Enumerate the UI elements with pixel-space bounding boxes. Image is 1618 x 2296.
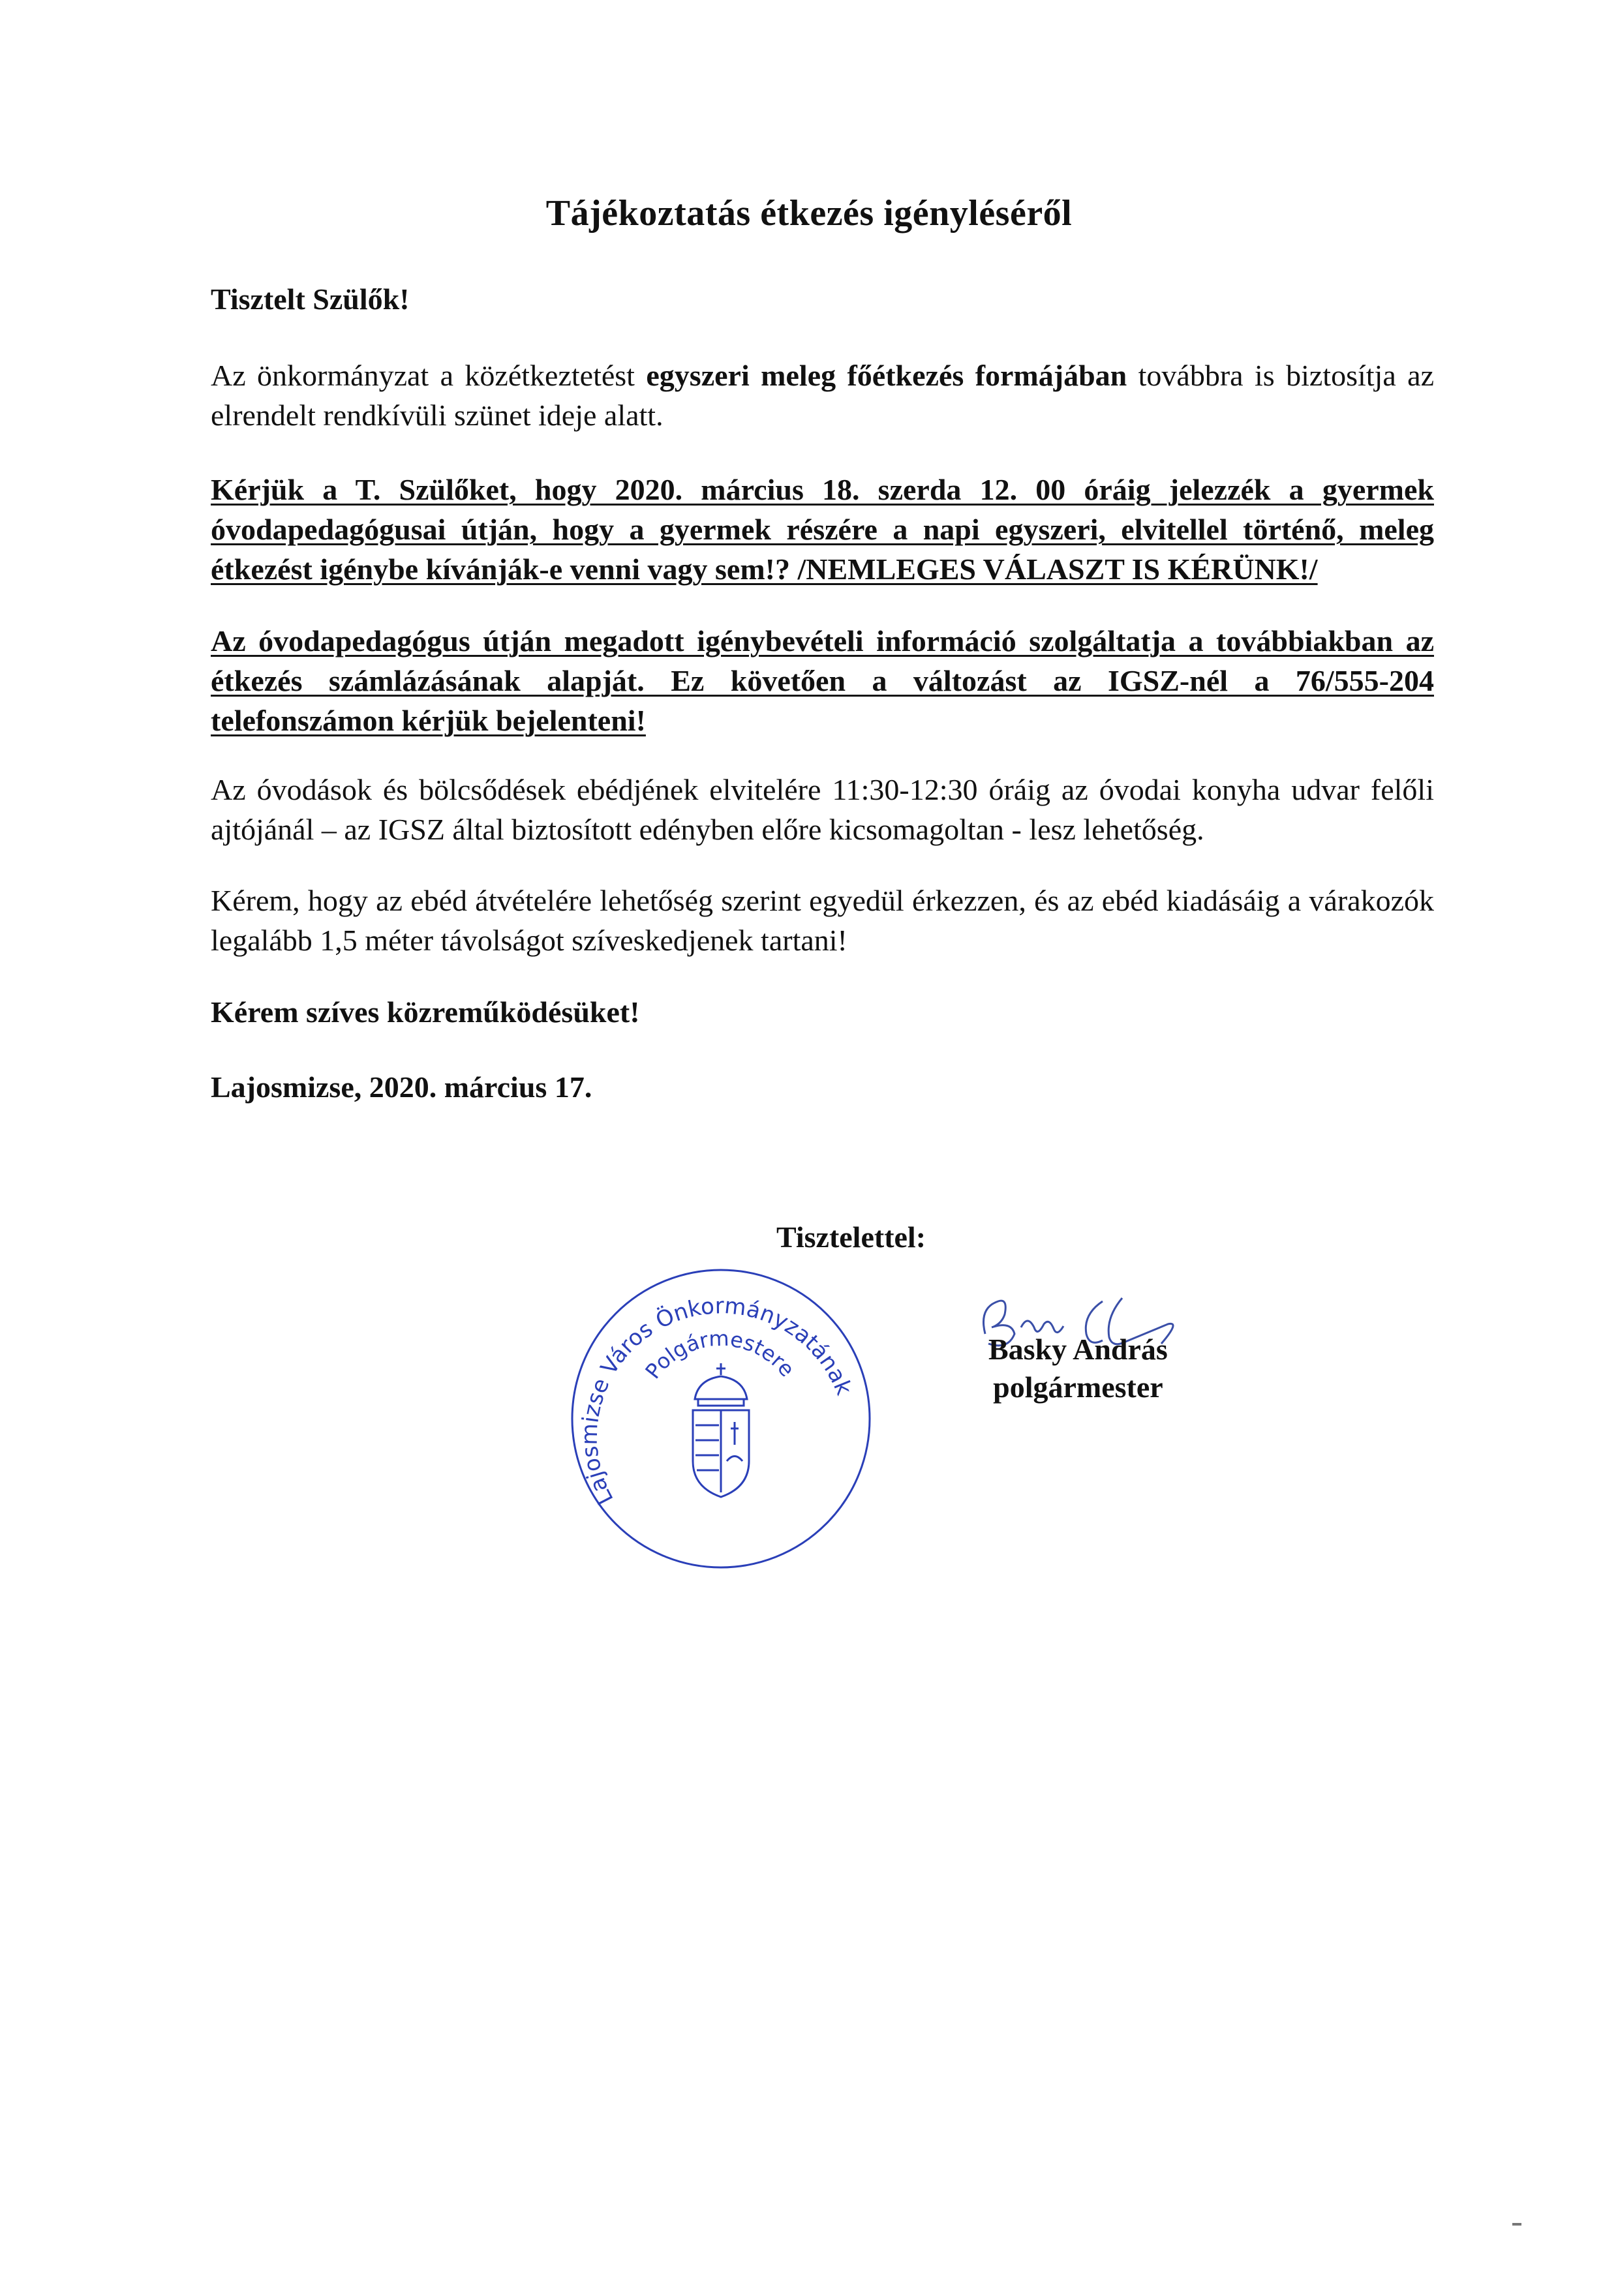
intro-paragraph <box>211 355 1434 435</box>
greeting: Tisztelt Szülők! <box>211 282 410 316</box>
request-paragraph: Kérjük a T. Szülőket, hogy 2020. március 18. szerda 12. 00 óráig jelezzék a gyermek óvodapedagógusai útján, hogy a gyermek részére a napi egyszeri, elvitellel történő, meleg étkezést igénybe kívánják-e venni vagy sem!? /NEMLEGES VÁLASZT IS KÉRÜNK!/ <box>211 473 1434 586</box>
intro-text-bold: egyszeri meleg főétkezés formájában <box>646 359 1127 392</box>
regards-line: Tisztelettel: <box>776 1220 926 1254</box>
document-title: Tájékoztatás étkezés igényléséről <box>545 193 1073 234</box>
place-and-date: Lajosmizse, 2020. március 17. <box>211 1070 592 1104</box>
signer-name: Basky András <box>988 1333 1168 1366</box>
signer-block <box>988 1331 1168 1406</box>
billing-paragraph: Az óvodapedagógus útján megadott igénybevételi információ szolgáltatja a továbbiakban az étkezés számlázásának alapját. Ez követően a változást az IGSZ-nél a 76/555-204 telefonszámon kérjük bejelenteni! <box>211 624 1434 737</box>
pickup-paragraph: Az óvodások és bölcsődések ebédjének elvitelére 11:30-12:30 óráig az óvodai konyha udvar felőli ajtójánál – az IGSZ által biztosított edényben előre kicsomagoltan - lesz lehetőség. <box>211 773 1434 846</box>
intro-text-end: továbbra is biztosítja az elrendelt rendkívüli szünet ideje alatt. <box>211 359 1434 432</box>
signer-title: polgármester <box>993 1370 1163 1404</box>
cooperation-request: Kérem szíves közreműködésüket! <box>211 995 640 1029</box>
official-stamp <box>568 1265 874 1572</box>
scan-artifact <box>1512 2223 1521 2226</box>
intro-text-start: Az önkormányzat a közétkeztetést <box>211 359 647 392</box>
stamp-inner-text: Polgármestere <box>640 1325 800 1384</box>
coat-of-arms-icon <box>693 1363 749 1497</box>
stamp-outer-text: Lajosmizse Város Önkormányzatának <box>576 1292 857 1509</box>
distance-paragraph: Kérem, hogy az ebéd átvételére lehetőség szerint egyedül érkezzen, és az ebéd kiadásáig a várakozók legalább 1,5 méter távolságot szíveskedjenek tartani! <box>211 884 1434 957</box>
